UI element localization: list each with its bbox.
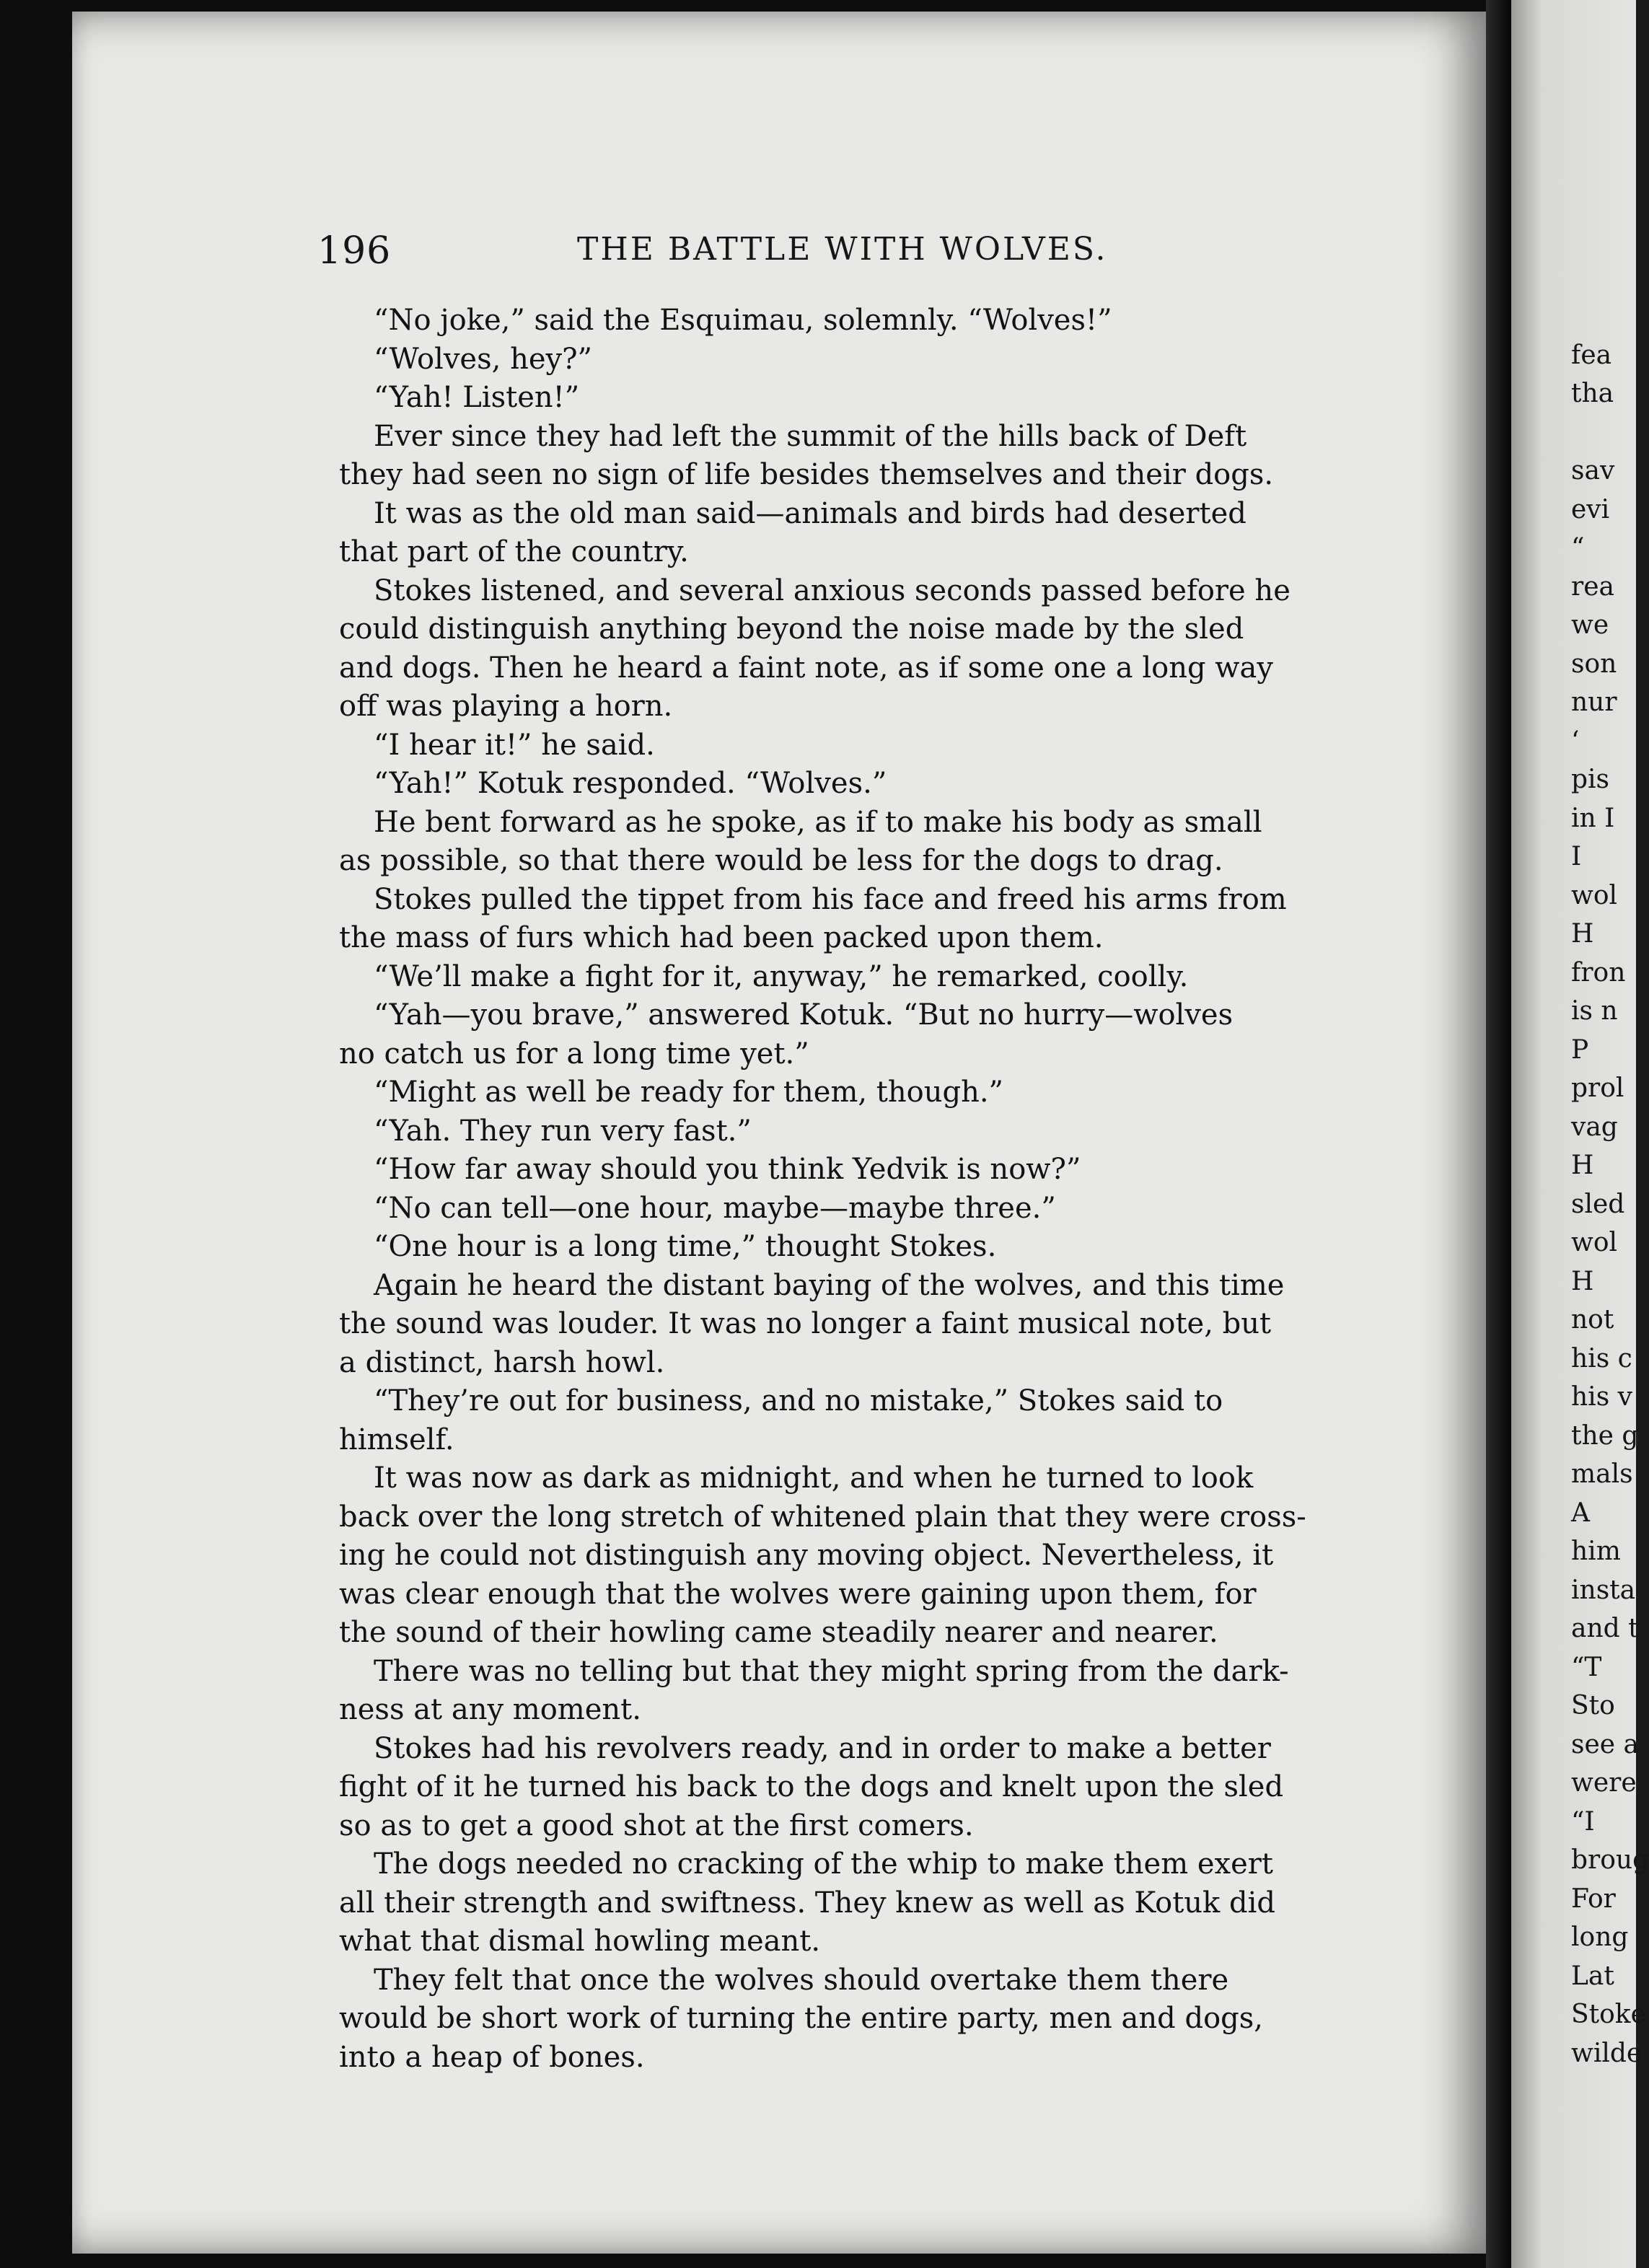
- text-line: himself.: [339, 1423, 454, 1456]
- facing-page-fragment: Stoke: [1571, 2000, 1646, 2029]
- text-line: “Yah!” Kotuk responded. “Wolves.”: [374, 767, 887, 800]
- text-line: He bent forward as he spoke, as if to make his body as small: [374, 805, 1262, 839]
- text-line: “No can tell—one hour, maybe—maybe three.”: [374, 1191, 1056, 1225]
- facing-page-fragment: “T: [1571, 1652, 1602, 1682]
- facing-page-fragment: wol: [1571, 880, 1618, 910]
- facing-page-fragment: we: [1571, 610, 1609, 640]
- text-line: would be short work of turning the entire party, men and dogs,: [339, 2002, 1263, 2035]
- text-line: “I hear it!” he said.: [374, 728, 655, 762]
- facing-page-fragment: “I: [1571, 1806, 1595, 1837]
- text-line: “One hour is a long time,” thought Stokes.: [374, 1230, 997, 1263]
- facing-page-fragment: evi: [1571, 494, 1610, 524]
- text-line: They felt that once the wolves should overtake them there: [374, 1963, 1229, 1997]
- facing-page-fragment: tha: [1571, 379, 1614, 408]
- text-line: Stokes listened, and several anxious seconds passed before he: [374, 573, 1290, 607]
- text-line: no catch us for a long time yet.”: [339, 1037, 809, 1071]
- text-line: The dogs needed no cracking of the whip to make them exert: [374, 1847, 1273, 1881]
- text-line: “Yah. They run very fast.”: [374, 1114, 752, 1148]
- facing-page-fragment: fea: [1571, 340, 1612, 370]
- text-line: Stokes had his revolvers ready, and in order to make a better: [374, 1731, 1271, 1765]
- facing-page-fragment: long: [1571, 1922, 1629, 1952]
- chapter-title: THE BATTLE WITH WOLVES.: [577, 231, 1108, 268]
- text-line: “We’ll make a fight for it, anyway,” he remarked, coolly.: [374, 959, 1189, 993]
- facing-page-fragment: H: [1571, 1151, 1594, 1180]
- facing-page-fragment: see a: [1571, 1729, 1639, 1759]
- facing-page-fragment: For: [1571, 1884, 1616, 1914]
- text-line: all their strength and swiftness. They knew as well as Kotuk did: [339, 1886, 1276, 1920]
- text-line: a distinct, harsh howl.: [339, 1345, 665, 1379]
- text-line: what that dismal howling meant.: [339, 1925, 821, 1958]
- facing-page-fragment: H: [1571, 1266, 1594, 1296]
- facing-page-fragment: is n: [1571, 996, 1618, 1026]
- facing-page-fragment: broug: [1571, 1845, 1649, 1875]
- text-line: and dogs. Then he heard a faint note, as if some one a long way: [339, 651, 1273, 685]
- facing-page-fragment: rea: [1571, 571, 1614, 602]
- text-line: as possible, so that there would be less for the dogs to drag.: [339, 844, 1223, 877]
- facing-page-fragment: H: [1571, 919, 1594, 949]
- facing-page-fragment: vag: [1571, 1112, 1618, 1142]
- running-head: [317, 229, 1399, 280]
- facing-page-fragment: son: [1571, 649, 1617, 679]
- facing-page-fragment: P: [1571, 1034, 1589, 1065]
- text-line: There was no telling but that they might spring from the dark-: [374, 1654, 1289, 1688]
- text-line: that part of the country.: [339, 535, 689, 568]
- text-line: the sound was louder. It was no longer a faint musical note, but: [339, 1307, 1272, 1340]
- facing-page-fragment: in I: [1571, 803, 1615, 833]
- facing-page-fragment: his v: [1571, 1382, 1632, 1412]
- text-line: Again he heard the distant baying of the wolves, and this time: [374, 1268, 1285, 1302]
- text-line: the mass of furs which had been packed upon them.: [339, 921, 1104, 954]
- facing-page-fragment: him: [1571, 1537, 1621, 1566]
- facing-page-fragment: Sto: [1571, 1691, 1615, 1720]
- text-line: Ever since they had left the summit of the hills back of Deft: [374, 419, 1247, 453]
- facing-page-fragment: ‘: [1571, 726, 1580, 756]
- text-line: “They’re out for business, and no mistake,” Stokes said to: [374, 1384, 1223, 1418]
- facing-page-fragment: not: [1571, 1305, 1614, 1335]
- text-line: they had seen no sign of life besides themselves and their dogs.: [339, 458, 1274, 491]
- text-line: was clear enough that the wolves were gaining upon them, for: [339, 1577, 1257, 1611]
- text-line: so as to get a good shot at the first comers.: [339, 1808, 974, 1842]
- facing-page-fragment: prol: [1571, 1073, 1624, 1103]
- facing-page-fragment: fron: [1571, 957, 1626, 988]
- facing-page-fragment: the g: [1571, 1420, 1639, 1451]
- text-line: “How far away should you think Yedvik is now?”: [374, 1153, 1081, 1186]
- facing-page-fragment: sav: [1571, 456, 1615, 485]
- body-text: [339, 302, 1385, 2077]
- text-line: “Might as well be ready for them, though.”: [374, 1076, 1004, 1109]
- text-line: ing he could not distinguish any moving object. Nevertheless, it: [339, 1539, 1274, 1572]
- text-line: It was as the old man said—animals and birds had deserted: [374, 496, 1246, 530]
- text-line: “Wolves, hey?”: [374, 342, 592, 376]
- facing-page-fragment: “: [1571, 533, 1585, 563]
- text-line: “Yah! Listen!”: [374, 381, 580, 414]
- text-line: could distinguish anything beyond the noise made by the sled: [339, 612, 1244, 646]
- facing-page-fragment: and t: [1571, 1614, 1639, 1643]
- facing-page-fragment: Lat: [1571, 1961, 1614, 1991]
- facing-page-fragment: mals: [1571, 1459, 1633, 1489]
- text-line: “No joke,” said the Esquimau, solemnly. “Wolves!”: [374, 304, 1112, 337]
- text-line: fight of it he turned his back to the dogs and knelt upon the sled: [339, 1770, 1284, 1803]
- facing-page-fragment: pis: [1571, 765, 1610, 794]
- text-line: back over the long stretch of whitened plain that they were cross-: [339, 1500, 1306, 1534]
- text-line: off was playing a horn.: [339, 690, 673, 723]
- page-number: 196: [317, 229, 392, 273]
- facing-page-fragment: wilde: [1571, 2038, 1643, 2068]
- facing-page-fragment: sled: [1571, 1189, 1625, 1219]
- facing-page-fragment: were: [1571, 1768, 1637, 1798]
- text-line: Stokes pulled the tippet from his face and freed his arms from: [374, 882, 1287, 916]
- facing-page-fragment: A: [1571, 1498, 1590, 1528]
- facing-page-fragment: nur: [1571, 687, 1617, 717]
- text-line: the sound of their howling came steadily nearer and nearer.: [339, 1616, 1218, 1649]
- text-line: ness at any moment.: [339, 1693, 641, 1726]
- facing-page-fragment: insta: [1571, 1575, 1636, 1605]
- facing-page-fragment: his c: [1571, 1343, 1632, 1373]
- facing-page-fragment: I: [1571, 842, 1582, 871]
- text-line: It was now as dark as midnight, and when he turned to look: [374, 1462, 1254, 1495]
- text-line: “Yah—you brave,” answered Kotuk. “But no hurry—wolves: [374, 998, 1234, 1032]
- facing-page-fragment: wol: [1571, 1228, 1618, 1257]
- text-line: into a heap of bones.: [339, 2040, 645, 2074]
